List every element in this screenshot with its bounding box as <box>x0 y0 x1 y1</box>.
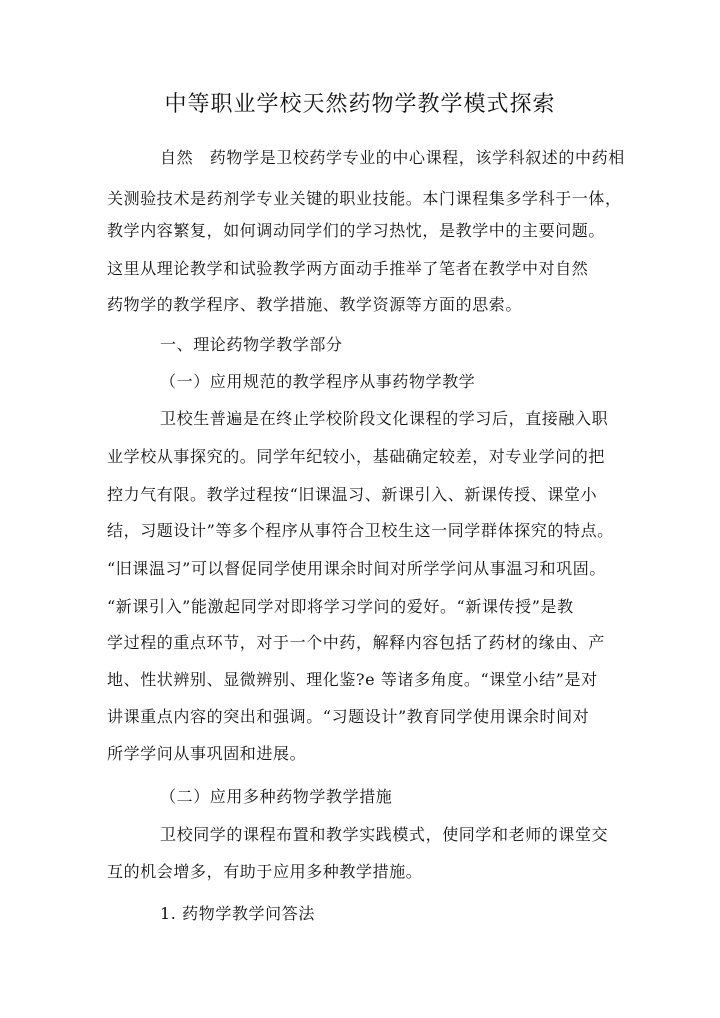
paragraph-line: 互的机会增多，有助于应用多种教学措施。 <box>107 862 423 881</box>
paragraph-line: 关测验技术是药剂学专业关键的职业技能。本门课程集多学科于一体， <box>107 189 622 208</box>
paragraph-line: 学过程的重点环节，对于一个中药，解释内容包括了药材的缘由、产 <box>107 633 606 652</box>
paragraph-line: “旧课温习”可以督促同学使用课余时间对所学学问从事温习和巩固。 <box>107 559 606 578</box>
paragraph-line: 结，习题设计”等多个程序从事符合卫校生这一同学群体探究的特点。 <box>107 521 614 540</box>
paragraph-line: 讲课重点内容的突出和强调。“习题设计”教育同学使用课余时间对 <box>107 707 590 726</box>
paragraph-line: 卫校同学的课程布置和教学实践模式，使同学和老师的课堂交 <box>160 825 609 844</box>
paragraph-line: 这里从理论教学和试验教学两方面动手推举了笔者在教学中对自然 <box>107 259 589 278</box>
subsection-heading: （一）应用规范的教学程序从事药物学教学 <box>160 372 476 391</box>
paragraph-line: “新课引入”能激起同学对即将学习学问的爱好。“新课传授”是教 <box>107 597 574 616</box>
numbered-heading: 1. 药物学教学问答法 <box>160 904 315 923</box>
paragraph-line: 卫校生普遍是在终止学校阶段文化课程的学习后，直接融入职 <box>160 409 609 428</box>
paragraph-line: 控力气有限。教学过程按“旧课温习、新课引入、新课传授、课堂小 <box>107 485 598 504</box>
document-title: 中等职业学校天然药物学教学模式探索 <box>164 92 556 117</box>
section-heading: 一、理论药物学教学部分 <box>160 335 343 354</box>
paragraph-line: 所学学问从事巩固和进展。 <box>107 744 307 763</box>
subsection-heading: （二）应用多种药物学教学措施 <box>160 787 393 806</box>
paragraph-line: 教学内容繁复，如何调动同学们的学习热忱，是教学中的主要问题。 <box>107 221 606 240</box>
paragraph-line: 业学校从事探究的。同学年纪较小，基础确定较差，对专业学问的把 <box>107 447 606 466</box>
paragraph-line: 地、性状辨别、显微辨别、理化鉴?e 等诸多角度。“课堂小结”是对 <box>107 670 598 689</box>
paragraph-line: 自然 药物学是卫校药学专业的中心课程，该学科叙述的中药相 <box>160 148 625 167</box>
paragraph-line: 药物学的教学程序、教学措施、教学资源等方面的思索。 <box>107 295 523 314</box>
